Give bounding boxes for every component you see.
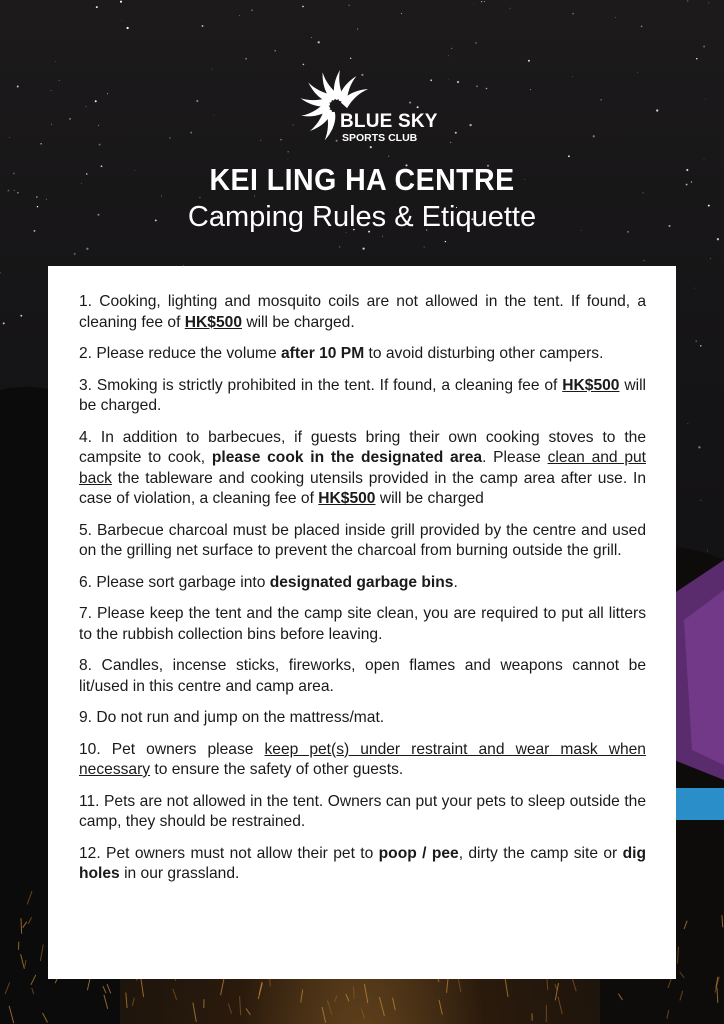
- grass-blade: [193, 1003, 196, 1022]
- star: [0, 272, 1, 273]
- rule-text: will be charged.: [79, 376, 646, 414]
- rule-text: Candles, incense sticks, fireworks, open flames and weapons cannot be lit/used in this centre and camp area.: [79, 657, 646, 695]
- rule-text: Please sort garbage into: [92, 573, 270, 591]
- rule-item-5: [79, 521, 646, 562]
- rule-item-7: [79, 604, 646, 645]
- rule-emphasis: HK$500: [562, 376, 620, 394]
- grass-blade: [141, 978, 144, 997]
- grass-blade: [379, 997, 384, 1016]
- grass-blade: [334, 996, 337, 1003]
- rule-text: , dirty the camp site or: [458, 844, 623, 862]
- grass-blade: [364, 984, 367, 1003]
- grass-blade: [258, 983, 262, 999]
- rule-text: will be charged.: [242, 313, 355, 331]
- grass-blade: [132, 998, 134, 1006]
- rule-item-11: [79, 792, 646, 833]
- grass-blade: [221, 977, 225, 995]
- rule-number: 6.: [79, 573, 93, 591]
- rules-list: [79, 292, 646, 885]
- blue-sky-sports-club-logo: [292, 64, 440, 150]
- rule-text: Pet owners please: [100, 740, 265, 758]
- rules-card: [48, 266, 676, 979]
- rule-item-8: [79, 656, 646, 697]
- rule-emphasis: designated garbage bins: [269, 573, 454, 591]
- rule-underlined-text: clean and put back: [79, 449, 646, 487]
- rule-text: Pets are not allowed in the tent. Owners can put your pets to sleep outside the camp, they should be restrained.: [79, 792, 646, 830]
- rule-text: .: [453, 573, 458, 591]
- rule-number: 9.: [79, 709, 93, 726]
- rule-text: In addition to barbecues, if guests bring their own cooking stoves to the campsite to cook,: [79, 428, 646, 466]
- rule-number: 10.: [79, 740, 101, 758]
- grass-blade: [322, 1007, 326, 1023]
- rule-underlined-text: keep pet(s) under restraint and wear mask when necessary: [79, 740, 646, 778]
- rule-text: Please keep the tent and the camp site clean, you are required to put all litters to the rubbish collection bins before leaving.: [79, 605, 646, 643]
- rule-number: 12.: [79, 844, 101, 862]
- rule-text: in our grassland.: [119, 865, 240, 882]
- rule-emphasis: after 10 PM: [280, 345, 365, 362]
- rule-text: to ensure the safety of other guests.: [150, 761, 404, 778]
- star: [643, 260, 644, 261]
- rule-number: 1.: [79, 293, 93, 310]
- star: [696, 341, 697, 342]
- rule-text: . Please: [482, 449, 548, 466]
- rule-text: Smoking is strictly prohibited in the tent. If found, a cleaning fee of: [92, 376, 563, 394]
- star: [3, 322, 5, 324]
- star: [707, 550, 708, 551]
- star: [700, 500, 701, 501]
- rule-emphasis: HK$500: [318, 490, 376, 507]
- grass-blade: [246, 1009, 250, 1015]
- rule-text: the tableware and cooking utensils provided in the camp area after use. In case of violation, a cleaning fee of: [79, 469, 646, 507]
- grass-blade: [173, 989, 177, 1000]
- grass-blade: [558, 997, 562, 1014]
- star: [688, 423, 689, 424]
- rule-item-6: [79, 573, 646, 594]
- rule-item-4: [79, 428, 646, 510]
- rule-number: 3.: [79, 376, 93, 394]
- rule-text: Barbecue charcoal must be placed inside grill provided by the centre and used on the grilling net surface to prevent the charcoal from burning outside the grill.: [79, 521, 646, 559]
- star: [700, 345, 701, 346]
- grass-blade: [361, 1009, 364, 1019]
- grass-blade: [301, 990, 303, 1003]
- rule-number: 2.: [79, 345, 93, 362]
- logo-text-sports-club: SPORTS CLUB: [342, 132, 418, 144]
- page-subtitle: Camping Rules & Etiquette: [187, 201, 537, 233]
- grass-blade: [447, 979, 449, 993]
- grass-blade: [228, 1004, 231, 1014]
- rule-item-3: [79, 376, 646, 417]
- rule-number: 5.: [79, 521, 93, 539]
- rule-item-9: [79, 708, 646, 729]
- grass-blade: [505, 977, 508, 997]
- rule-item-12: [79, 844, 646, 885]
- rule-item-10: [79, 740, 646, 781]
- grass-blade: [346, 994, 349, 1001]
- grass-blade: [240, 996, 241, 1015]
- rule-emphasis: dig holes: [79, 844, 646, 882]
- rule-emphasis: poop / pee: [378, 844, 459, 862]
- logo-text-blue-sky: BLUE SKY: [340, 111, 438, 132]
- rule-emphasis: please cook in the designated area: [211, 449, 483, 466]
- centre-name-heading: KEI LING HA CENTRE: [209, 162, 515, 197]
- header: [0, 0, 724, 260]
- rule-text: Please reduce the volume: [92, 345, 281, 362]
- rule-text: to avoid disturbing other campers.: [364, 345, 604, 362]
- star: [20, 315, 22, 317]
- grass-blade: [393, 998, 396, 1010]
- rule-number: 7.: [79, 605, 93, 622]
- rule-text: Do not run and jump on the mattress/mat.: [92, 709, 385, 726]
- star: [698, 446, 700, 448]
- rule-number: 11.: [79, 792, 100, 810]
- rule-text: Pet owners must not allow their pet to: [100, 844, 379, 862]
- rule-text: Cooking, lighting and mosquito coils are not allowed in the tent. If found, a cleaning fee of: [79, 293, 646, 331]
- rule-number: 8.: [79, 657, 93, 674]
- star: [694, 288, 695, 289]
- rule-emphasis: HK$500: [184, 313, 242, 331]
- grass-blade: [21, 918, 22, 934]
- grass-blade: [327, 1000, 332, 1015]
- grass-blade: [126, 993, 127, 1008]
- rule-item-2: [79, 344, 646, 365]
- grass-blade: [353, 986, 354, 998]
- rule-item-1: [79, 292, 646, 333]
- grass-blade: [439, 1000, 442, 1015]
- rule-number: 4.: [79, 428, 93, 446]
- rule-text: will be charged: [375, 490, 484, 507]
